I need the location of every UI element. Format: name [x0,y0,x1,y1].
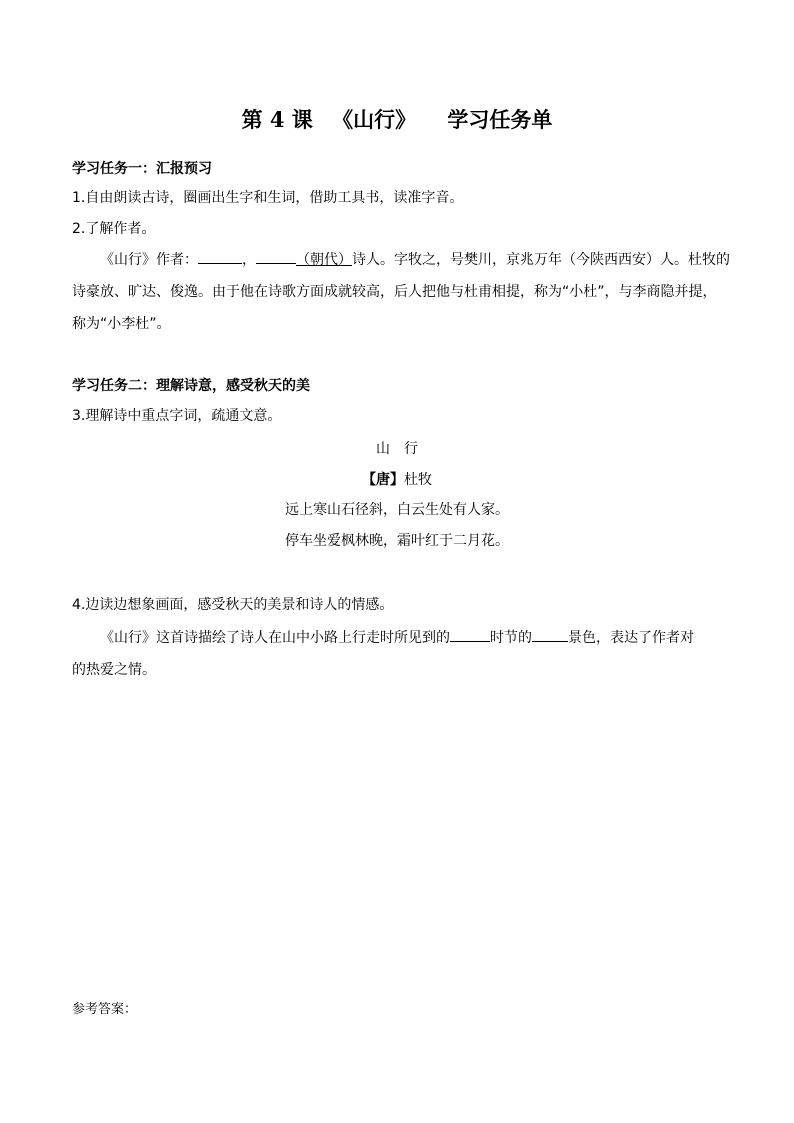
poem-author: 杜牧 [404,472,432,488]
poem-summary-line2: 的热爱之情。 [72,662,156,678]
author-name-blank[interactable] [198,249,242,264]
page-title [0,104,794,134]
answers-label: 参考答案： [72,1002,138,1017]
author-paragraph-line1: 《山行》作者： ， （朝代）诗人。字牧之，号樊川，京兆万年（今陕西西安）人。杜牧的 [100,249,730,269]
task1-heading: 学习任务一：汇报预习 [72,161,212,177]
poem-author-line [0,469,794,489]
task1-item1: 1.自由朗读古诗，圈画出生字和生词，借助工具书，读准字音。 [72,190,464,206]
task2-heading: 学习任务二：理解诗意，感受秋天的美 [72,378,310,394]
author-paragraph-line3: 称为“小李杜”。 [72,316,171,332]
poem-line-1: 远上寒山石径斜，白云生处有人家。 [285,502,509,518]
author-paragraph-line2: 诗豪放、旷达、俊逸。由于他在诗歌方面成就较高，后人把他与杜甫相提，称为“小杜”，与李商隐并提， [72,284,717,300]
worksheet-title: 学习任务单 [447,107,553,132]
poem-heading: 山 行 [376,441,418,457]
task2-item3: 3.理解诗中重点字词，疏通文意。 [72,408,282,424]
scenery-blank[interactable] [532,627,568,642]
poem-title: 《山行》 [332,107,417,132]
task1-item2: 2.了解作者。 [72,221,156,237]
poem-dynasty: 【唐】 [362,472,404,488]
dynasty-blank[interactable] [256,249,296,264]
lesson-number: 第 4 课 [241,107,313,132]
task2-item4: 4.边读边想象画面，感受秋天的美景和诗人的情感。 [72,597,394,613]
poem-line-2: 停车坐爱枫林晚，霜叶红于二月花。 [285,533,509,549]
season-blank[interactable] [450,627,490,642]
poem-summary-line1: 《山行》这首诗描绘了诗人在山中小路上行走时所见到的 时节的 景色，表达了作者对 [100,627,694,647]
